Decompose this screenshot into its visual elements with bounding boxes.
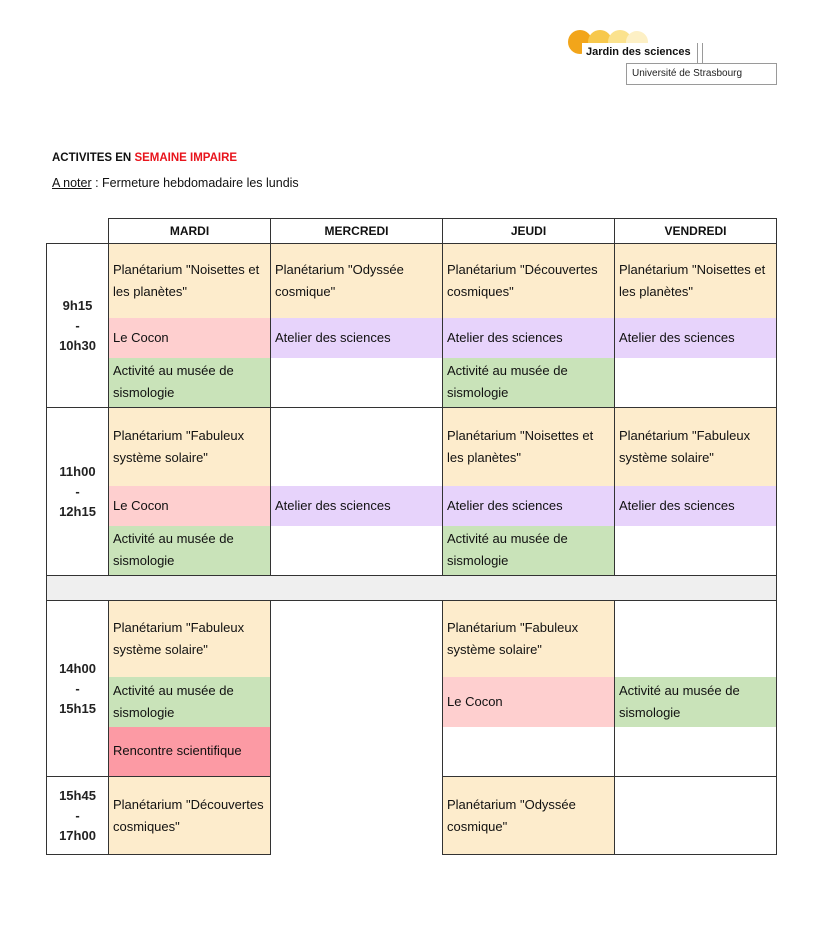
activity-planetarium: Planétarium "Découvertes cosmiques" — [443, 244, 615, 318]
time-start: 14h00 — [59, 660, 96, 676]
activity-musee: Activité au musée de sismologie — [615, 677, 777, 727]
time-start: 9h15 — [62, 297, 93, 313]
title-highlight: SEMAINE IMPAIRE — [134, 152, 238, 164]
logo-rule — [626, 63, 776, 64]
time-slot-4 — [47, 777, 109, 855]
header-row — [47, 219, 777, 244]
empty-cell — [615, 526, 777, 576]
time-dash: - — [75, 807, 80, 823]
empty-cell — [615, 777, 777, 855]
closure-note — [52, 176, 299, 190]
time-end: 12h15 — [59, 503, 96, 519]
activity-cocon: Le Cocon — [109, 486, 271, 526]
time-end: 17h00 — [59, 827, 96, 843]
activity-rencontre: Rencontre scientifique — [109, 727, 271, 777]
activity-cocon: Le Cocon — [109, 318, 271, 358]
time-slot-1 — [47, 244, 109, 408]
activity-planetarium: Planétarium "Noisettes et les planètes" — [443, 408, 615, 486]
activity-planetarium: Planétarium "Découvertes cosmiques" — [109, 777, 271, 855]
table-row — [47, 244, 777, 318]
empty-cell — [443, 727, 615, 777]
activity-musee: Activité au musée de sismologie — [109, 358, 271, 408]
activity-musee: Activité au musée de sismologie — [109, 526, 271, 576]
empty-cell — [271, 358, 443, 408]
time-slot-2 — [47, 408, 109, 576]
activity-planetarium: Planétarium "Fabuleux système solaire" — [109, 601, 271, 677]
activity-atelier: Atelier des sciences — [615, 486, 777, 526]
activity-musee: Activité au musée de sismologie — [109, 677, 271, 727]
day-header-jeudi: JEUDI — [443, 219, 615, 244]
logo-rule — [697, 43, 698, 63]
activity-planetarium: Planétarium "Noisettes et les planètes" — [109, 244, 271, 318]
note-text: : Fermeture hebdomadaire les lundis — [91, 176, 299, 190]
activity-atelier: Atelier des sciences — [615, 318, 777, 358]
logo-rule — [626, 63, 627, 85]
logo-university: Université de Strasbourg — [632, 68, 743, 79]
lunch-break-bar — [47, 576, 777, 601]
time-end: 15h15 — [59, 700, 96, 716]
activity-atelier: Atelier des sciences — [443, 486, 615, 526]
activity-cocon: Le Cocon — [443, 677, 615, 727]
time-start: 15h45 — [59, 787, 96, 803]
empty-cell — [615, 601, 777, 677]
activity-planetarium: Planétarium "Odyssée cosmique" — [443, 777, 615, 855]
logo-name: Jardin des sciences — [582, 43, 716, 62]
table-row — [47, 601, 777, 677]
time-dash: - — [75, 317, 80, 333]
activity-planetarium: Planétarium "Fabuleux système solaire" — [443, 601, 615, 677]
table-row — [47, 486, 777, 526]
table-row — [47, 526, 777, 576]
table-row — [47, 408, 777, 486]
time-dash: - — [75, 680, 80, 696]
activity-musee: Activité au musée de sismologie — [443, 358, 615, 408]
table-row — [47, 318, 777, 358]
activity-atelier: Atelier des sciences — [271, 486, 443, 526]
logo-rule — [776, 63, 777, 85]
break-row — [47, 576, 777, 601]
time-dash: - — [75, 483, 80, 499]
time-slot-3 — [47, 601, 109, 777]
time-end: 10h30 — [59, 337, 96, 353]
table-row — [47, 358, 777, 408]
jardin-des-sciences-logo — [566, 30, 776, 88]
empty-cell — [615, 727, 777, 777]
activity-planetarium: Planétarium "Fabuleux système solaire" — [109, 408, 271, 486]
activity-musee: Activité au musée de sismologie — [443, 526, 615, 576]
note-label: A noter — [52, 176, 92, 190]
activity-planetarium: Planétarium "Fabuleux système solaire" — [615, 408, 777, 486]
schedule-table — [46, 218, 777, 855]
logo-rule — [702, 43, 703, 63]
empty-cell — [271, 408, 443, 486]
activity-atelier: Atelier des sciences — [443, 318, 615, 358]
header-corner — [47, 219, 109, 244]
activity-atelier: Atelier des sciences — [271, 318, 443, 358]
empty-cell — [271, 526, 443, 576]
time-start: 11h00 — [59, 463, 96, 479]
empty-cell — [615, 358, 777, 408]
day-header-vendredi: VENDREDI — [615, 219, 777, 244]
page-title — [52, 152, 237, 164]
day-header-mardi: MARDI — [109, 219, 271, 244]
activity-planetarium: Planétarium "Noisettes et les planètes" — [615, 244, 777, 318]
logo-rule — [626, 84, 776, 85]
title-prefix: ACTIVITES EN — [52, 152, 135, 164]
empty-cell — [271, 601, 443, 855]
activity-planetarium: Planétarium "Odyssée cosmique" — [271, 244, 443, 318]
day-header-mercredi: MERCREDI — [271, 219, 443, 244]
